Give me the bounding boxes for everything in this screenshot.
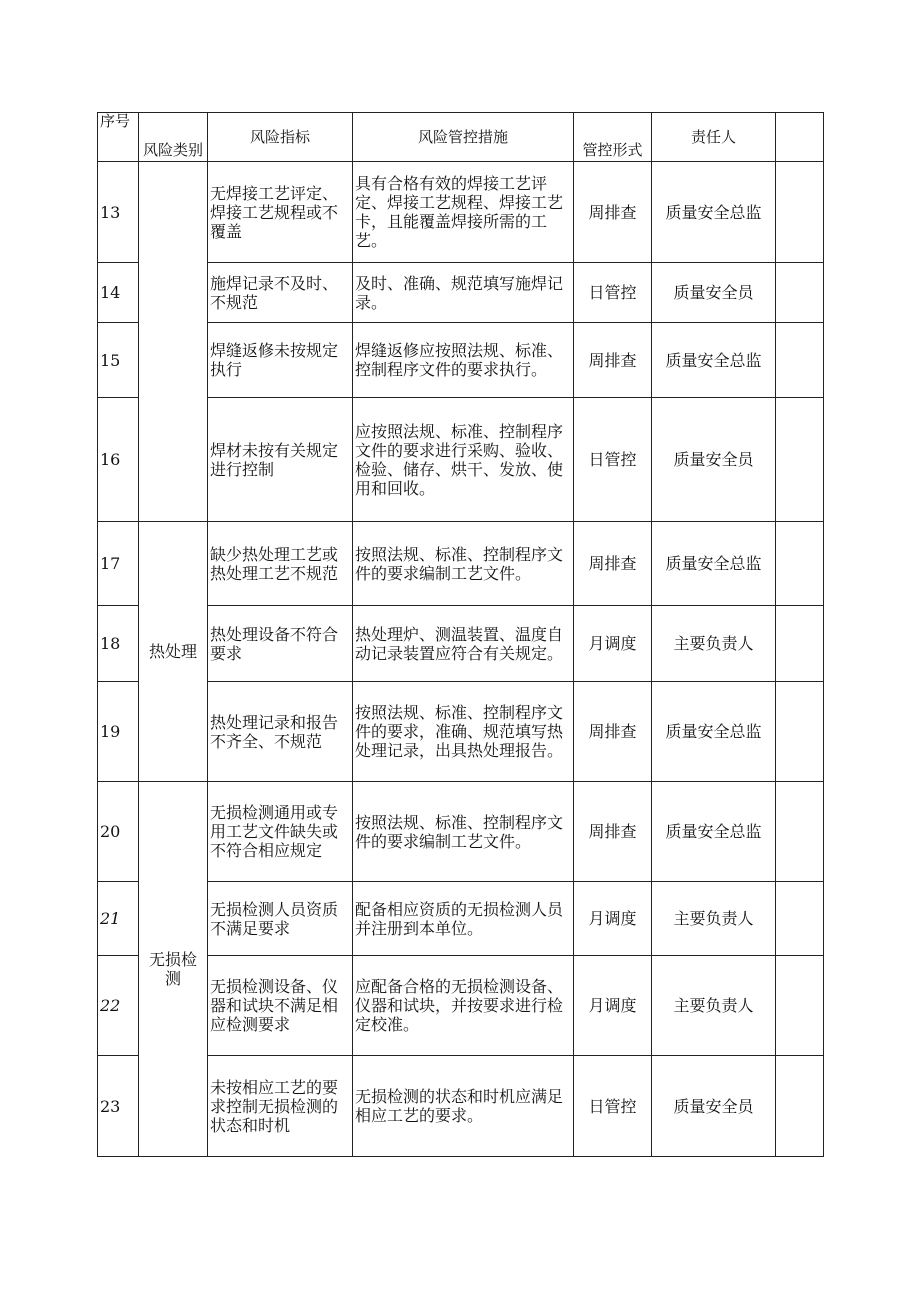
category-ndt-label: 无损检测	[149, 950, 198, 988]
row-extra	[776, 323, 824, 398]
row-measure: 具有合格有效的焊接工艺评定、焊接工艺规程、焊接工艺卡，且能覆盖焊接所需的工艺。	[353, 162, 574, 263]
row-seq: 18	[98, 606, 139, 682]
row-form: 月调度	[574, 606, 652, 682]
header-owner: 责任人	[652, 113, 776, 162]
row-indicator: 焊材未按有关规定进行控制	[208, 398, 353, 522]
row-measure: 按照法规、标准、控制程序文件的要求编制工艺文件。	[353, 782, 574, 882]
row-seq: 15	[98, 323, 139, 398]
header-extra	[776, 113, 824, 162]
row-extra	[776, 522, 824, 606]
row-extra	[776, 162, 824, 263]
row-indicator: 无损检测人员资质不满足要求	[208, 882, 353, 956]
row-extra	[776, 606, 824, 682]
row-form: 周排查	[574, 323, 652, 398]
row-form: 月调度	[574, 882, 652, 956]
row-measure: 无损检测的状态和时机应满足相应工艺的要求。	[353, 1056, 574, 1157]
row-owner: 质量安全员	[652, 263, 776, 323]
row-extra	[776, 1056, 824, 1157]
row-measure: 应配备合格的无损检测设备、仪器和试块，并按要求进行检定校准。	[353, 956, 574, 1056]
row-measure: 配备相应资质的无损检测人员并注册到本单位。	[353, 882, 574, 956]
row-measure: 焊缝返修应按照法规、标准、控制程序文件的要求执行。	[353, 323, 574, 398]
row-seq: 16	[98, 398, 139, 522]
row-indicator: 热处理设备不符合要求	[208, 606, 353, 682]
row-seq: 20	[98, 782, 139, 882]
header-form: 管控形式	[574, 113, 652, 162]
row-owner: 质量安全总监	[652, 682, 776, 782]
row-extra	[776, 398, 824, 522]
row-indicator: 缺少热处理工艺或热处理工艺不规范	[208, 522, 353, 606]
row-owner: 主要负责人	[652, 882, 776, 956]
row-owner: 质量安全员	[652, 1056, 776, 1157]
category-heat-treatment: 热处理	[139, 522, 208, 782]
header-seq: 序号	[98, 113, 139, 162]
row-owner: 主要负责人	[652, 606, 776, 682]
row-seq: 21	[98, 882, 139, 956]
row-indicator: 无损检测通用或专用工艺文件缺失或不符合相应规定	[208, 782, 353, 882]
row-owner: 质量安全总监	[652, 162, 776, 263]
row-measure: 应按照法规、标准、控制程序文件的要求进行采购、验收、检验、储存、烘干、发放、使用和回收。	[353, 398, 574, 522]
row-indicator: 无焊接工艺评定、焊接工艺规程或不覆盖	[208, 162, 353, 263]
row-seq: 23	[98, 1056, 139, 1157]
row-owner: 质量安全员	[652, 398, 776, 522]
row-owner: 质量安全总监	[652, 522, 776, 606]
header-measure: 风险管控措施	[353, 113, 574, 162]
row-indicator: 施焊记录不及时、不规范	[208, 263, 353, 323]
row-form: 日管控	[574, 1056, 652, 1157]
row-indicator: 焊缝返修未按规定执行	[208, 323, 353, 398]
header-indicator: 风险指标	[208, 113, 353, 162]
table-row	[98, 522, 824, 606]
row-form: 周排查	[574, 162, 652, 263]
row-form: 周排查	[574, 682, 652, 782]
row-seq: 17	[98, 522, 139, 606]
row-extra	[776, 882, 824, 956]
row-measure: 按照法规、标准、控制程序文件的要求，准确、规范填写热处理记录，出具热处理报告。	[353, 682, 574, 782]
row-form: 日管控	[574, 263, 652, 323]
row-owner: 质量安全总监	[652, 323, 776, 398]
row-form: 周排查	[574, 522, 652, 606]
category-ndt	[139, 782, 208, 1157]
category-cell-empty	[139, 162, 208, 522]
row-form: 月调度	[574, 956, 652, 1056]
header-category: 风险类别	[139, 113, 208, 162]
row-seq: 22	[98, 956, 139, 1056]
risk-control-table	[97, 112, 824, 1157]
row-indicator: 未按相应工艺的要求控制无损检测的状态和时机	[208, 1056, 353, 1157]
row-indicator: 无损检测设备、仪器和试块不满足相应检测要求	[208, 956, 353, 1056]
row-extra	[776, 956, 824, 1056]
row-measure: 按照法规、标准、控制程序文件的要求编制工艺文件。	[353, 522, 574, 606]
row-indicator: 热处理记录和报告不齐全、不规范	[208, 682, 353, 782]
table-row	[98, 782, 824, 882]
row-measure: 及时、准确、规范填写施焊记录。	[353, 263, 574, 323]
row-seq: 13	[98, 162, 139, 263]
row-owner: 质量安全总监	[652, 782, 776, 882]
row-form: 日管控	[574, 398, 652, 522]
row-extra	[776, 782, 824, 882]
row-measure: 热处理炉、测温装置、温度自动记录装置应符合有关规定。	[353, 606, 574, 682]
row-seq: 19	[98, 682, 139, 782]
row-owner: 主要负责人	[652, 956, 776, 1056]
row-form: 周排查	[574, 782, 652, 882]
header-row	[98, 113, 824, 162]
row-seq: 14	[98, 263, 139, 323]
row-extra	[776, 682, 824, 782]
row-extra	[776, 263, 824, 323]
table-row	[98, 162, 824, 263]
